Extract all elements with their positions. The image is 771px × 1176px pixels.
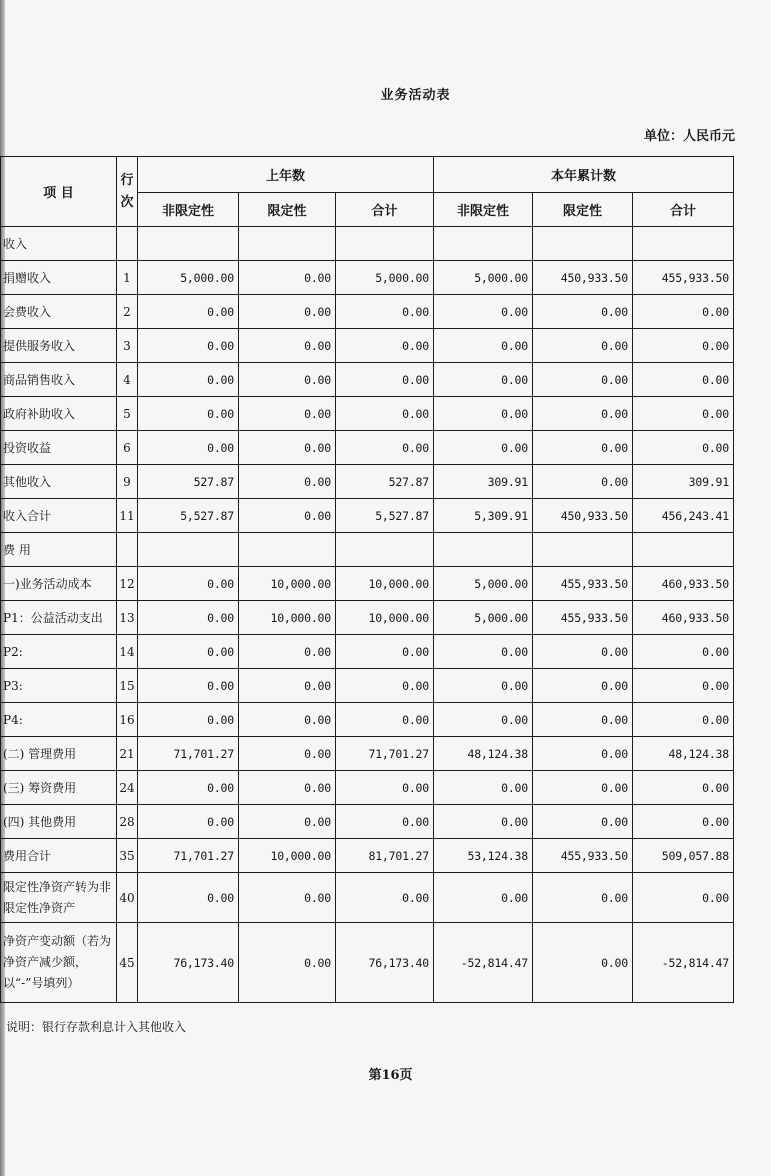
value-cell: 0.00 [239, 771, 336, 805]
row-number: 12 [117, 567, 138, 601]
row-number: 4 [117, 363, 138, 397]
row-label: (四) 其他费用 [1, 805, 117, 839]
table-row [1, 397, 734, 431]
row-number: 13 [117, 601, 138, 635]
value-cell: 0.00 [239, 499, 336, 533]
value-cell [633, 533, 734, 567]
row-number [117, 227, 138, 261]
value-cell: 0.00 [336, 703, 434, 737]
value-cell: 0.00 [239, 737, 336, 771]
page-number: 第16页 [368, 1068, 413, 1083]
value-cell [533, 533, 633, 567]
value-cell: 527.87 [336, 465, 434, 499]
table-row [1, 499, 734, 533]
row-number: 24 [117, 771, 138, 805]
value-cell: 10,000.00 [336, 567, 434, 601]
value-cell [336, 533, 434, 567]
row-label: 限定性净资产转为非限定性净资产 [1, 873, 117, 923]
value-cell: 0.00 [434, 703, 533, 737]
table-row [1, 295, 734, 329]
value-cell [633, 227, 734, 261]
value-cell: 0.00 [533, 397, 633, 431]
value-cell: 0.00 [239, 295, 336, 329]
value-cell: 0.00 [138, 295, 239, 329]
value-cell: 48,124.38 [434, 737, 533, 771]
value-cell: 53,124.38 [434, 839, 533, 873]
row-number: 2 [117, 295, 138, 329]
row-label: (二) 管理费用 [1, 737, 117, 771]
row-number: 28 [117, 805, 138, 839]
table-row [1, 923, 734, 1003]
value-cell: 0.00 [138, 431, 239, 465]
value-cell: 0.00 [633, 873, 734, 923]
business-activity-table [0, 156, 734, 1003]
header-cur-total: 合计 [633, 193, 734, 227]
row-label: 商品销售收入 [1, 363, 117, 397]
table-row [1, 669, 734, 703]
value-cell: 0.00 [239, 805, 336, 839]
row-label: 费用合计 [1, 839, 117, 873]
value-cell: 0.00 [336, 397, 434, 431]
value-cell: 0.00 [633, 771, 734, 805]
row-label: 收入 [1, 227, 117, 261]
row-label: 投资收益 [1, 431, 117, 465]
value-cell: 0.00 [138, 703, 239, 737]
row-number [117, 533, 138, 567]
value-cell [239, 533, 336, 567]
value-cell: 0.00 [533, 669, 633, 703]
row-number: 15 [117, 669, 138, 703]
table-row [1, 873, 734, 923]
row-number: 3 [117, 329, 138, 363]
value-cell: 0.00 [533, 873, 633, 923]
value-cell: 455,933.50 [533, 839, 633, 873]
value-cell: 0.00 [533, 923, 633, 1003]
value-cell: 0.00 [239, 329, 336, 363]
value-cell: 0.00 [336, 363, 434, 397]
value-cell [138, 533, 239, 567]
value-cell: 0.00 [533, 295, 633, 329]
table-row [1, 635, 734, 669]
row-number: 35 [117, 839, 138, 873]
table-row [1, 465, 734, 499]
value-cell: 0.00 [138, 601, 239, 635]
value-cell: 0.00 [533, 635, 633, 669]
table-row [1, 737, 734, 771]
table-row [1, 703, 734, 737]
value-cell: 0.00 [434, 363, 533, 397]
value-cell: -52,814.47 [633, 923, 734, 1003]
value-cell: 48,124.38 [633, 737, 734, 771]
row-label: 政府补助收入 [1, 397, 117, 431]
row-number: 45 [117, 923, 138, 1003]
row-label: P4: [1, 703, 117, 737]
value-cell: 0.00 [138, 669, 239, 703]
value-cell: 10,000.00 [239, 839, 336, 873]
value-cell: 309.91 [434, 465, 533, 499]
value-cell: 0.00 [633, 703, 734, 737]
value-cell: 0.00 [239, 703, 336, 737]
value-cell: 5,000.00 [434, 261, 533, 295]
value-cell: 450,933.50 [533, 261, 633, 295]
value-cell [434, 227, 533, 261]
value-cell [533, 227, 633, 261]
value-cell: 0.00 [434, 431, 533, 465]
table-row [1, 363, 734, 397]
value-cell: 5,527.87 [336, 499, 434, 533]
value-cell: 0.00 [138, 329, 239, 363]
value-cell: 0.00 [633, 635, 734, 669]
value-cell: 5,000.00 [434, 601, 533, 635]
value-cell: 0.00 [434, 329, 533, 363]
value-cell: 0.00 [633, 295, 734, 329]
header-item: 项 目 [1, 157, 117, 227]
value-cell: 0.00 [533, 363, 633, 397]
value-cell: 509,057.88 [633, 839, 734, 873]
header-prev-year: 上年数 [138, 157, 434, 193]
value-cell: 10,000.00 [239, 601, 336, 635]
row-number: 5 [117, 397, 138, 431]
value-cell: 455,933.50 [633, 261, 734, 295]
value-cell: 0.00 [239, 363, 336, 397]
table-row [1, 329, 734, 363]
value-cell: 0.00 [239, 261, 336, 295]
value-cell: 5,000.00 [138, 261, 239, 295]
value-cell: 0.00 [633, 805, 734, 839]
value-cell: -52,814.47 [434, 923, 533, 1003]
row-number: 16 [117, 703, 138, 737]
value-cell: 0.00 [239, 873, 336, 923]
value-cell: 5,000.00 [336, 261, 434, 295]
row-number: 9 [117, 465, 138, 499]
value-cell: 0.00 [434, 635, 533, 669]
value-cell: 0.00 [138, 805, 239, 839]
row-number: 14 [117, 635, 138, 669]
header-prev-restricted: 限定性 [239, 193, 336, 227]
value-cell: 0.00 [434, 873, 533, 923]
value-cell: 0.00 [336, 295, 434, 329]
header-cur-restricted: 限定性 [533, 193, 633, 227]
row-label: 其他收入 [1, 465, 117, 499]
value-cell: 0.00 [434, 397, 533, 431]
currency-unit-label: 单位：人民币元 [643, 129, 735, 144]
table-row [1, 261, 734, 295]
value-cell: 0.00 [138, 771, 239, 805]
value-cell: 0.00 [633, 363, 734, 397]
value-cell: 0.00 [533, 465, 633, 499]
value-cell: 460,933.50 [633, 601, 734, 635]
value-cell: 0.00 [533, 805, 633, 839]
value-cell: 71,701.27 [138, 839, 239, 873]
value-cell: 0.00 [633, 397, 734, 431]
row-number: 1 [117, 261, 138, 295]
value-cell: 0.00 [138, 397, 239, 431]
row-label: P3: [1, 669, 117, 703]
value-cell: 0.00 [434, 669, 533, 703]
row-number: 40 [117, 873, 138, 923]
row-number: 21 [117, 737, 138, 771]
table-row [1, 839, 734, 873]
value-cell: 0.00 [633, 431, 734, 465]
value-cell: 309.91 [633, 465, 734, 499]
value-cell: 0.00 [533, 737, 633, 771]
header-row-no: 行次 [117, 157, 138, 227]
row-label: (三) 筹资费用 [1, 771, 117, 805]
value-cell: 527.87 [138, 465, 239, 499]
row-number: 6 [117, 431, 138, 465]
value-cell: 450,933.50 [533, 499, 633, 533]
value-cell: 0.00 [336, 805, 434, 839]
value-cell: 76,173.40 [138, 923, 239, 1003]
value-cell: 0.00 [533, 431, 633, 465]
value-cell: 10,000.00 [239, 567, 336, 601]
value-cell [239, 227, 336, 261]
table-row [1, 567, 734, 601]
value-cell: 0.00 [336, 873, 434, 923]
page-title: 业务活动表 [380, 88, 451, 103]
value-cell: 71,701.27 [336, 737, 434, 771]
value-cell: 0.00 [336, 771, 434, 805]
value-cell: 10,000.00 [336, 601, 434, 635]
value-cell [336, 227, 434, 261]
table-row [1, 771, 734, 805]
value-cell [434, 533, 533, 567]
value-cell: 0.00 [239, 669, 336, 703]
row-label: 费 用 [1, 533, 117, 567]
row-label: P2: [1, 635, 117, 669]
table-row [1, 431, 734, 465]
value-cell: 0.00 [336, 329, 434, 363]
value-cell: 0.00 [239, 923, 336, 1003]
value-cell: 455,933.50 [533, 601, 633, 635]
header-prev-total: 合计 [336, 193, 434, 227]
value-cell: 0.00 [434, 771, 533, 805]
value-cell: 0.00 [239, 397, 336, 431]
row-label: 净资产变动额（若为净资产减少额，以“-”号填列） [1, 923, 117, 1003]
row-label: 收入合计 [1, 499, 117, 533]
table-row [1, 227, 734, 261]
value-cell: 0.00 [138, 567, 239, 601]
value-cell: 5,309.91 [434, 499, 533, 533]
table-row [1, 533, 734, 567]
value-cell: 0.00 [138, 873, 239, 923]
value-cell: 0.00 [336, 635, 434, 669]
value-cell: 0.00 [138, 635, 239, 669]
value-cell [138, 227, 239, 261]
value-cell: 0.00 [533, 703, 633, 737]
value-cell: 0.00 [434, 805, 533, 839]
value-cell: 71,701.27 [138, 737, 239, 771]
row-label: P1：公益活动支出 [1, 601, 117, 635]
table-row [1, 601, 734, 635]
value-cell: 0.00 [533, 771, 633, 805]
value-cell: 460,933.50 [633, 567, 734, 601]
header-cur-year: 本年累计数 [434, 157, 734, 193]
value-cell: 0.00 [239, 431, 336, 465]
value-cell: 0.00 [434, 295, 533, 329]
value-cell: 0.00 [533, 329, 633, 363]
value-cell: 0.00 [239, 465, 336, 499]
row-label: 捐赠收入 [1, 261, 117, 295]
value-cell: 0.00 [239, 635, 336, 669]
value-cell: 0.00 [633, 329, 734, 363]
row-number: 11 [117, 499, 138, 533]
value-cell: 0.00 [633, 669, 734, 703]
value-cell: 0.00 [138, 363, 239, 397]
value-cell: 81,701.27 [336, 839, 434, 873]
value-cell: 5,527.87 [138, 499, 239, 533]
table-row [1, 805, 734, 839]
value-cell: 0.00 [336, 431, 434, 465]
value-cell: 455,933.50 [533, 567, 633, 601]
row-label: 会费收入 [1, 295, 117, 329]
row-label: 提供服务收入 [1, 329, 117, 363]
value-cell: 76,173.40 [336, 923, 434, 1003]
value-cell: 456,243.41 [633, 499, 734, 533]
value-cell: 5,000.00 [434, 567, 533, 601]
value-cell: 0.00 [336, 669, 434, 703]
header-prev-unrestricted: 非限定性 [138, 193, 239, 227]
footnote: 说明：银行存款利息计入其他收入 [6, 1020, 187, 1034]
header-cur-unrestricted: 非限定性 [434, 193, 533, 227]
row-label: 一)业务活动成本 [1, 567, 117, 601]
